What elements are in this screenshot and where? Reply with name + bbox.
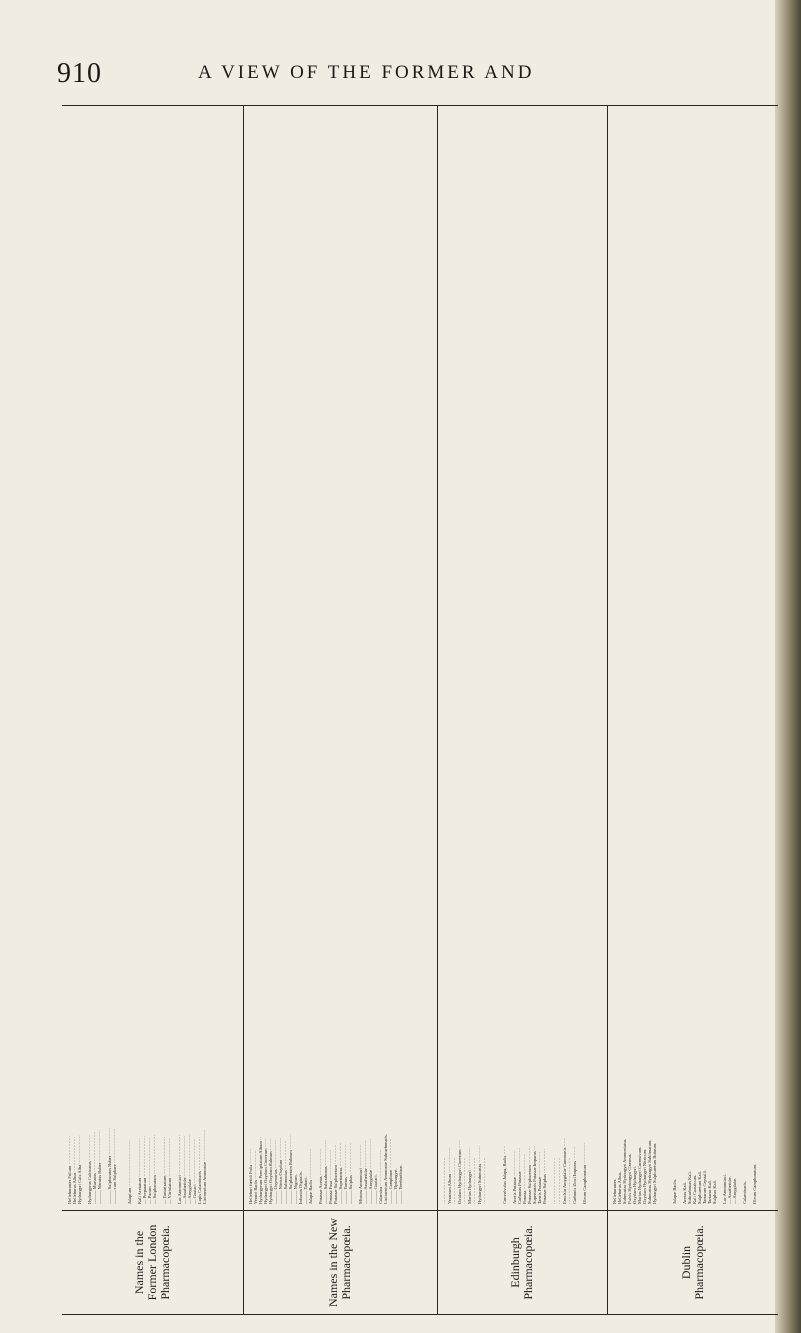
table-entry: ——— cum Sulphure ······················· bbox=[112, 1128, 117, 1204]
table-entry bbox=[592, 114, 597, 1204]
table-entry: Hydrargyrum Præcipitatum Album ·· bbox=[258, 1136, 263, 1204]
table-entry: ······························· bbox=[557, 1157, 562, 1204]
table-entry: Helleboraster Folium ··················· bbox=[67, 1136, 72, 1204]
table-entry: Potassæ Sulphuretum ············ bbox=[527, 1146, 532, 1204]
book-page-edge bbox=[775, 0, 801, 1333]
table-entry: Sulphuretum Kali. bbox=[697, 1170, 702, 1204]
column-new-pharmacopoeia bbox=[243, 106, 438, 1314]
table-entry: Murias Hydrargyri ·············· bbox=[467, 1148, 472, 1204]
rotated-table-body bbox=[62, 106, 778, 1314]
table-entry: Calaminaris. bbox=[742, 1181, 747, 1204]
table-entry: ······························· bbox=[452, 1157, 457, 1204]
table-entry: Carbonis Zinci Impurus ········· bbox=[572, 1146, 577, 1204]
table-entry: Calamina ························ bbox=[378, 1149, 383, 1204]
table-entry: — Vitriolatum ·························· bbox=[167, 1137, 172, 1204]
table-entry: Hydrargyrus Calcinatus ················· bbox=[87, 1134, 92, 1204]
table-entry: ——— Sulphas ····················· bbox=[348, 1142, 353, 1204]
table-entry: — Sulphuratum ·························· bbox=[152, 1135, 157, 1204]
table-entry: ······························· bbox=[482, 1157, 487, 1204]
table-entry: Jalapæ Radix. bbox=[672, 1178, 677, 1204]
column-dublin bbox=[607, 106, 778, 1314]
table-entry: Tartris Potassæ ················ bbox=[537, 1151, 542, 1204]
table-entry: Oxydum Hydrargyri. bbox=[632, 1166, 637, 1204]
table-entry: Subcarbonas Kali. bbox=[687, 1171, 692, 1204]
table-entry: Hydrargyri Oxydum Rubrum ········ bbox=[268, 1138, 273, 1204]
table-entry: Oxydum Hydrargyri Nitricum. bbox=[642, 1148, 647, 1204]
table-entry: ——— Tabaci. bbox=[303, 1176, 308, 1204]
table-entry bbox=[212, 114, 217, 1204]
table-entry: ——— Sulphuratus Ruber ·················· bbox=[107, 1127, 112, 1204]
table-entry: Linimentum Ammoniæ Subcarbonatis. bbox=[383, 1134, 388, 1204]
table-entry: ——— Terebinthinæ. bbox=[398, 1164, 403, 1204]
column-entries bbox=[442, 114, 603, 1204]
table-entry: Potassæ Sulphas ················ bbox=[542, 1149, 547, 1204]
table-entry: Potassæ Sulphuretum ············· bbox=[333, 1144, 338, 1204]
table-entry: Mistura Ammoniaci ··············· bbox=[358, 1144, 363, 1204]
table-entry: Lac Ammoniaci ·························· bbox=[177, 1135, 182, 1204]
table-entry: ——— Camphoræ ···················· bbox=[388, 1138, 393, 1204]
column-edinburgh bbox=[437, 106, 608, 1314]
table-entry: ——— Oxymurias ··················· bbox=[273, 1139, 278, 1204]
table-entry: ······························· bbox=[442, 1157, 447, 1204]
column-former-london bbox=[62, 106, 244, 1314]
table-entry: ——— Nitrico Oxydum ·············· bbox=[278, 1137, 283, 1204]
table-entry: Oleum Camphoratum ·············· bbox=[582, 1142, 587, 1204]
table-entry bbox=[762, 114, 767, 1204]
table-entry: ——— Amygdalæ ···················· bbox=[368, 1138, 373, 1204]
table-entry: ······························· bbox=[552, 1157, 557, 1204]
table-entry: Hellebori fœtidi Folia ·········· bbox=[248, 1148, 253, 1204]
table-entry: ——— Subcarbonas ················· bbox=[323, 1139, 328, 1204]
table-entry: — Tartarizatum ························· bbox=[162, 1136, 167, 1204]
table-entry: Hydrargyri Submurias ··········· bbox=[477, 1146, 482, 1204]
table-entry: Veratrum Album ················· bbox=[447, 1147, 452, 1204]
column-entries bbox=[612, 114, 773, 1204]
column-entries bbox=[248, 114, 433, 1204]
table-entry: — Assafœtidæ. bbox=[727, 1176, 732, 1204]
table-entry: ——— Muriatus ··························· bbox=[92, 1131, 97, 1204]
table-entry: Tartaras Kali. bbox=[707, 1179, 712, 1204]
table-entry: Kali Causticum. bbox=[692, 1174, 697, 1204]
table-entry: Potassa ························ bbox=[522, 1153, 527, 1204]
table-entry: Carbonas Potassæ ··············· bbox=[517, 1147, 522, 1204]
table-entry: — Guaiaci ······························ bbox=[192, 1138, 197, 1204]
table-entry: Kali Acetatum ·························· bbox=[137, 1137, 142, 1204]
table-entry: Sulphas Kali. bbox=[712, 1179, 717, 1204]
table-entry: Murias Hydrargyri Corrosivum. bbox=[637, 1146, 642, 1204]
column-entries bbox=[67, 114, 239, 1204]
table-entry: Supertartris Potassæ Impurus ··· bbox=[532, 1145, 537, 1204]
table-entry: Hydrargyri Sulphuretum Rubrum. bbox=[652, 1142, 657, 1204]
table-entry: Helleborus Albus ······················· bbox=[72, 1137, 77, 1204]
table-entry: Helleborus Albus. bbox=[617, 1171, 622, 1204]
column-header: Names in the New Pharmacopœia. bbox=[243, 1210, 437, 1314]
table-entry: ——— Nigrum. bbox=[293, 1174, 298, 1204]
table-entry: ——— Nitratus Ruber ····················· bbox=[97, 1130, 102, 1204]
table-entry: ——— Assafœtidæ ·················· bbox=[363, 1140, 368, 1204]
table-entry: — Purum ································ bbox=[147, 1137, 152, 1204]
table-entry: Lapis Calaminaris ······················ bbox=[197, 1137, 202, 1204]
table-entry: Potassæ Acetas ·················· bbox=[318, 1148, 323, 1204]
table-entry: Hydrargyri Calx Alba ··················· bbox=[77, 1135, 82, 1204]
table-entry: — Amygdalæ ····························· bbox=[187, 1134, 192, 1204]
table-entry: Submurias Hydrargyri Ammoniatus. bbox=[622, 1138, 627, 1204]
column-header: Edinburgh Pharmacopœia. bbox=[437, 1210, 607, 1314]
table-entry: Jalapium ······························· bbox=[127, 1140, 132, 1204]
table-entry: Lac Ammoniaci. bbox=[722, 1174, 727, 1204]
table-entry: Acetas Kali. bbox=[682, 1181, 687, 1204]
table-entry: ······························· bbox=[462, 1157, 467, 1204]
column-header: Dublin Pharmacopœia. bbox=[607, 1210, 778, 1314]
table-entry: ——— Tartras ····················· bbox=[343, 1144, 348, 1204]
table-entry: Emulsio Amygdalæ Communis ······ bbox=[562, 1137, 567, 1204]
table-entry: Linimentum Ammoniæ ····················· bbox=[202, 1129, 207, 1204]
table-entry: Tartarum Crystalli. bbox=[702, 1169, 707, 1204]
column-header: Names in the Former London Pharmacopœia. bbox=[62, 1210, 243, 1314]
table-entry: — Preparatum ··························· bbox=[142, 1136, 147, 1204]
table-entry: Convolvulus Jalapa, Radix ······ bbox=[502, 1145, 507, 1204]
table-entry: ——— Guaiaci. bbox=[373, 1174, 378, 1204]
comparison-table bbox=[62, 105, 778, 1315]
table-entry: Oleum Camphoratum. bbox=[752, 1163, 757, 1204]
table-entry: ······························· bbox=[567, 1157, 572, 1204]
running-head: A VIEW OF THE FORMER AND bbox=[198, 62, 535, 83]
table-entry: ——— Supertartras ················ bbox=[338, 1142, 343, 1204]
table-entry: Potassa Fusa ···················· bbox=[328, 1149, 333, 1204]
table-entry: ——— Sulphuretum Rubrum ·········· bbox=[288, 1134, 293, 1204]
table-entry: ——— Submurias ··················· bbox=[283, 1140, 288, 1204]
table-entry: — Amygdalæ. bbox=[732, 1177, 737, 1204]
table-entry: Jalapæ Radix ···················· bbox=[308, 1148, 313, 1204]
table-entry: Veratri Radix ··················· bbox=[253, 1150, 258, 1204]
table-entry: Infusum Digitalis. bbox=[298, 1171, 303, 1204]
table-entry: ······························· bbox=[472, 1157, 477, 1204]
table-entry: ——— Hydrargyri. bbox=[393, 1168, 398, 1204]
table-entry: Submurias Hydrargyri Sublimatum. bbox=[647, 1139, 652, 1204]
table-entry: Acetis Potassæ ················· bbox=[512, 1150, 517, 1204]
page-number: 910 bbox=[57, 58, 102, 89]
table-entry: Hydrargyri Oxydum Cinereum ······ bbox=[263, 1138, 268, 1204]
table-entry: Helleboraster. bbox=[612, 1178, 617, 1204]
table-entry: — Assafœtidæ ··························· bbox=[182, 1135, 187, 1204]
table-entry: Pulvis Hydrargyri Cinereus. bbox=[627, 1153, 632, 1204]
table-entry: Oxidum Hydrargyri Cinereum ····· bbox=[457, 1140, 462, 1204]
